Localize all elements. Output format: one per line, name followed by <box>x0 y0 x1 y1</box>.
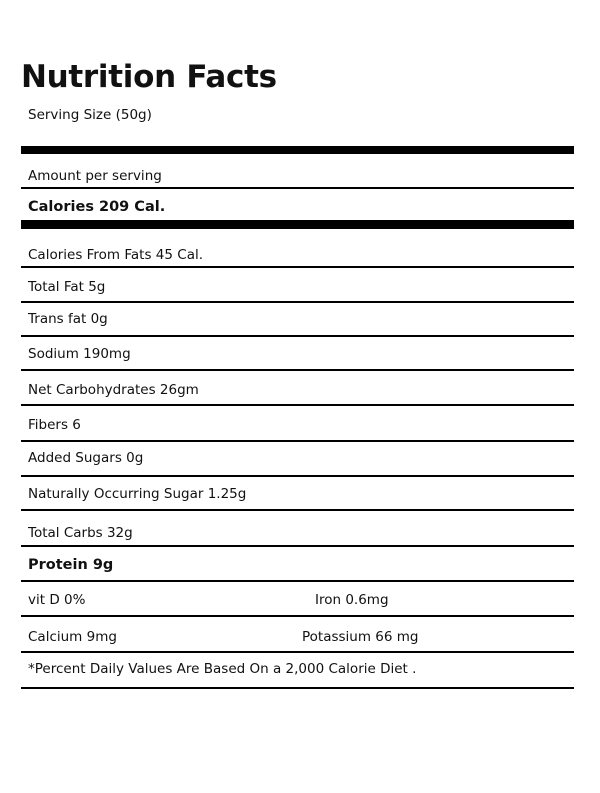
thick-divider-calories <box>21 220 574 229</box>
row-total-fat: Total Fat 5g <box>28 279 106 295</box>
divider <box>21 545 574 547</box>
divider <box>21 404 574 406</box>
serving-size: Serving Size (50g) <box>28 107 152 123</box>
thick-divider-top <box>21 146 574 154</box>
potassium-value: Potassium 66 mg <box>302 629 419 645</box>
amount-per-serving: Amount per serving <box>28 168 162 184</box>
row-added-sugars: Added Sugars 0g <box>28 450 144 466</box>
divider <box>21 266 574 268</box>
row-trans-fat: Trans fat 0g <box>28 311 108 327</box>
row-calories-from-fats: Calories From Fats 45 Cal. <box>28 247 204 263</box>
divider <box>21 580 574 582</box>
row-naturally-occurring-sugar: Naturally Occurring Sugar 1.25g <box>28 486 247 502</box>
row-net-carbohydrates: Net Carbohydrates 26gm <box>28 382 199 398</box>
row-sodium: Sodium 190mg <box>28 346 131 362</box>
divider <box>21 475 574 477</box>
divider <box>21 440 574 442</box>
calories-label: Calories 209 Cal. <box>28 199 166 215</box>
divider <box>21 369 574 371</box>
divider <box>21 187 574 189</box>
protein-label: Protein 9g <box>28 557 114 573</box>
row-total-carbs: Total Carbs 32g <box>28 525 133 541</box>
iron-value: Iron 0.6mg <box>315 592 389 608</box>
divider <box>21 687 574 689</box>
footnote: *Percent Daily Values Are Based On a 2,000 Calorie Diet . <box>28 661 417 677</box>
calcium-value: Calcium 9mg <box>28 629 117 645</box>
divider <box>21 651 574 653</box>
divider <box>21 335 574 337</box>
vit-d-value: vit D 0% <box>28 592 86 608</box>
divider <box>21 615 574 617</box>
divider <box>21 509 574 511</box>
row-fibers: Fibers 6 <box>28 417 81 433</box>
divider <box>21 301 574 303</box>
page-title: Nutrition Facts <box>21 59 277 95</box>
